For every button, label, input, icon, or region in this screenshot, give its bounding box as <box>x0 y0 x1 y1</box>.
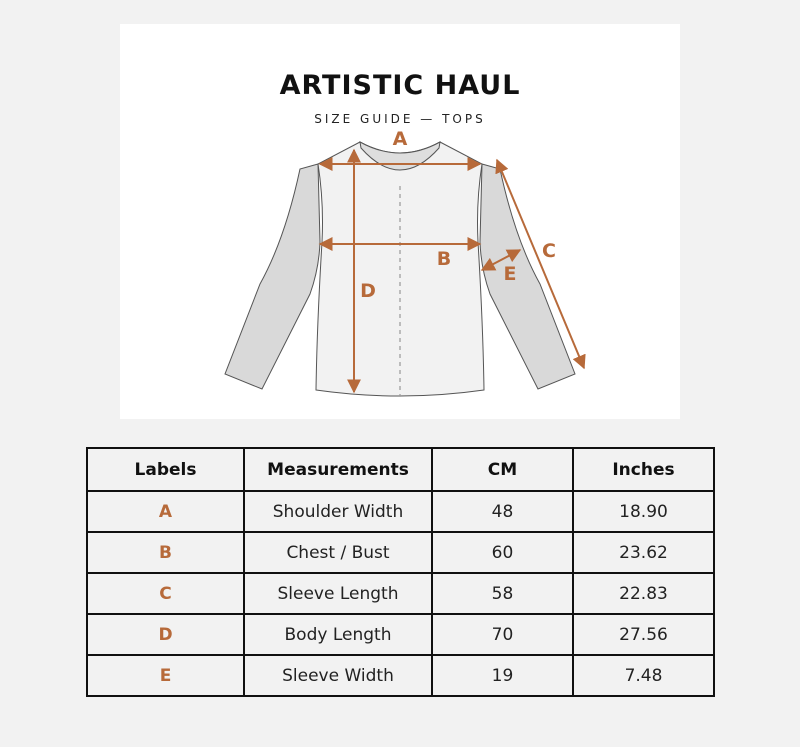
row-measurement: Shoulder Width <box>244 491 432 532</box>
shirt-diagram <box>120 24 680 419</box>
row-label: D <box>87 614 244 655</box>
row-label: A <box>87 491 244 532</box>
row-measurement: Sleeve Length <box>244 573 432 614</box>
row-inches: 22.83 <box>573 573 714 614</box>
column-header-measurements: Measurements <box>244 448 432 491</box>
label-b: B <box>436 248 452 270</box>
label-c: C <box>542 240 556 262</box>
table-row <box>87 614 714 655</box>
label-d: D <box>360 280 376 302</box>
column-header-cm: CM <box>432 448 573 491</box>
brand-subtitle: SIZE GUIDE — TOPS <box>314 112 486 126</box>
right-sleeve <box>480 164 575 389</box>
row-inches: 27.56 <box>573 614 714 655</box>
size-table <box>86 447 715 697</box>
row-inches: 7.48 <box>573 655 714 696</box>
row-cm: 19 <box>432 655 573 696</box>
table-row <box>87 573 714 614</box>
row-label: C <box>87 573 244 614</box>
table-row <box>87 532 714 573</box>
label-e: E <box>503 263 517 285</box>
row-measurement: Sleeve Width <box>244 655 432 696</box>
row-measurement: Body Length <box>244 614 432 655</box>
row-inches: 18.90 <box>573 491 714 532</box>
column-header-labels: Labels <box>87 448 244 491</box>
column-header-inches: Inches <box>573 448 714 491</box>
row-inches: 23.62 <box>573 532 714 573</box>
table-row <box>87 655 714 696</box>
row-label: E <box>87 655 244 696</box>
table-header-row <box>87 448 714 491</box>
row-cm: 60 <box>432 532 573 573</box>
left-sleeve <box>225 164 320 389</box>
row-label: B <box>87 532 244 573</box>
row-cm: 58 <box>432 573 573 614</box>
row-cm: 70 <box>432 614 573 655</box>
row-cm: 48 <box>432 491 573 532</box>
label-a: A <box>392 128 408 150</box>
table-row <box>87 491 714 532</box>
brand-title: ARTISTIC HAUL <box>279 70 521 101</box>
row-measurement: Chest / Bust <box>244 532 432 573</box>
